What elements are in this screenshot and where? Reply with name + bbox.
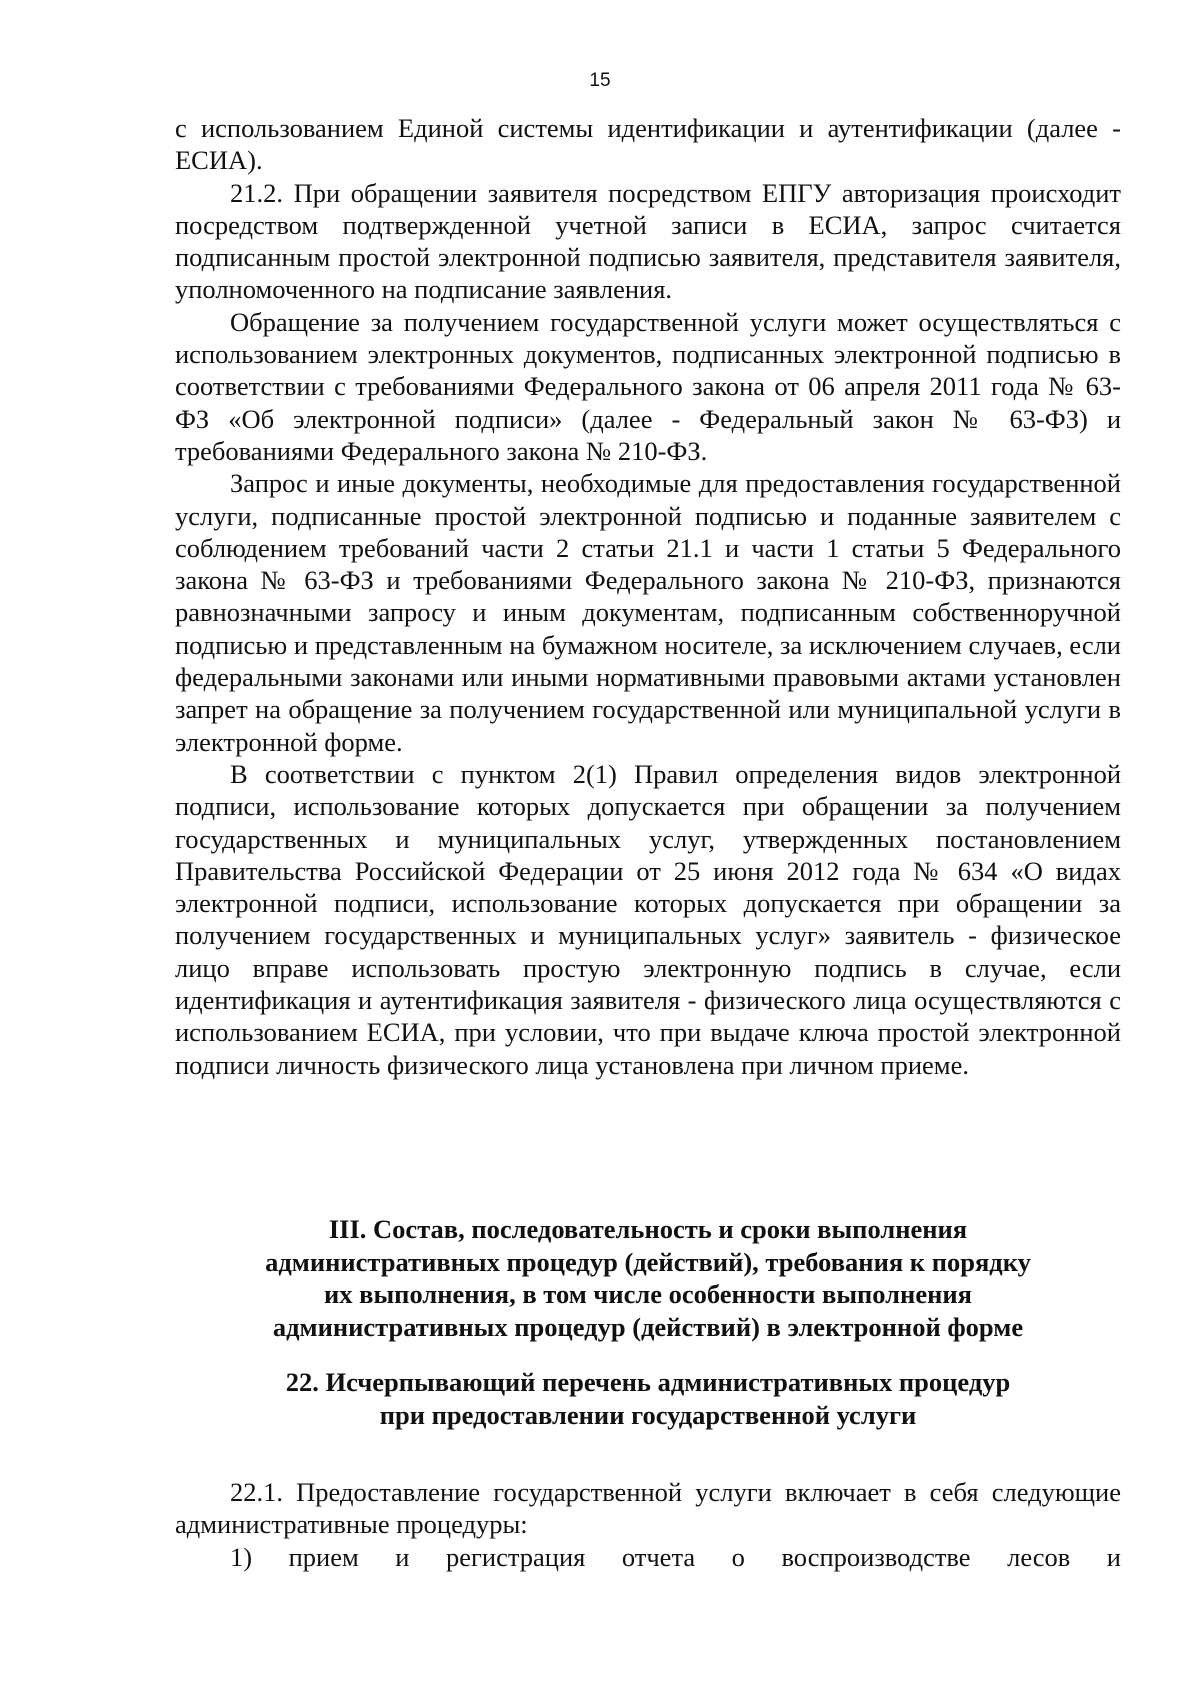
section-heading-line: административных процедур (действий) в электронной форме	[272, 1311, 1024, 1342]
list-item-1: 1) прием и регистрация отчета о воспроизводстве лесов и	[230, 1541, 1121, 1572]
section-heading-iii	[175, 1213, 1121, 1343]
section-heading-line: их выполнения, в том числе особенности выполнения	[324, 1279, 972, 1309]
subsection-heading-line: 22. Исчерпывающий перечень административных процедур	[285, 1367, 1011, 1397]
paragraph-request-documents: Запрос и иные документы, необходимые для предоставления государственной услуги, подписанные простой электронной подписью и поданные заявителем с соблюдением требований части 2 статьи 21.1 и части 1 статьи 5 Федерального закона № 63-ФЗ и требованиями Федерального закона № 210-ФЗ, признаются равнозначными запросу и иным документам, подписанным собственноручной подписью и представленным на бумажном носителе, за исключением случаев, если федеральными законами или иными нормативными правовыми актами установлен запрет на обращение за получением государственной или муниципальной услуги в электронной форме.	[175, 468, 1121, 757]
paragraph-electronic-documents: Обращение за получением государственной услуги может осуществляться с использованием электронных документов, подписанных электронной подписью в соответствии с требованиями Федерального закона от 06 апреля 2011 года № 63-ФЗ «Об электронной подписи» (далее - Федеральный закон № 63-ФЗ) и требованиями Федерального закона № 210-ФЗ.	[175, 306, 1121, 466]
subsection-heading-22	[175, 1366, 1121, 1431]
subsection-heading-line: при предоставлении государственной услуги	[379, 1399, 917, 1430]
paragraph-21-2: 21.2. При обращении заявителя посредством ЕПГУ авторизация происходит посредством подтвержденной учетной записи в ЕСИА, запрос считается подписанным простой электронной подписью заявителя, представителя заявителя, уполномоченного на подписание заявления.	[175, 177, 1121, 305]
page-number: 15	[589, 70, 611, 91]
paragraph-22-1: 22.1. Предоставление государственной услуги включает в себя следующие административные процедуры:	[175, 1477, 1121, 1540]
section-heading-line: III. Состав, последовательность и сроки выполнения	[328, 1214, 968, 1244]
paragraph-simple-signature: В соответствии с пунктом 2(1) Правил определения видов электронной подписи, использование которых допускается при обращении за получением государственных и муниципальных услуг, утвержденных постановлением Правительства Российской Федерации от 25 июня 2012 года № 634 «О видах электронной подписи, использование которых допускается при обращении за получением государственных и муниципальных услуг» заявитель - физическое лицо вправе использовать простую электронную подпись в случае, если идентификация и аутентификация заявителя - физического лица осуществляются с использованием ЕСИА, при условии, что при выдаче ключа простой электронной подписи личность физического лица установлена при личном приеме.	[175, 758, 1121, 1080]
procedures-list	[175, 1476, 1121, 1573]
paragraph-esia-continuation: с использованием Единой системы идентификации и аутентификации (далее - ЕСИА).	[175, 113, 1121, 176]
document-body	[175, 112, 1121, 1081]
section-heading-line: административных процедур (действий), требования к порядку	[265, 1246, 1031, 1277]
